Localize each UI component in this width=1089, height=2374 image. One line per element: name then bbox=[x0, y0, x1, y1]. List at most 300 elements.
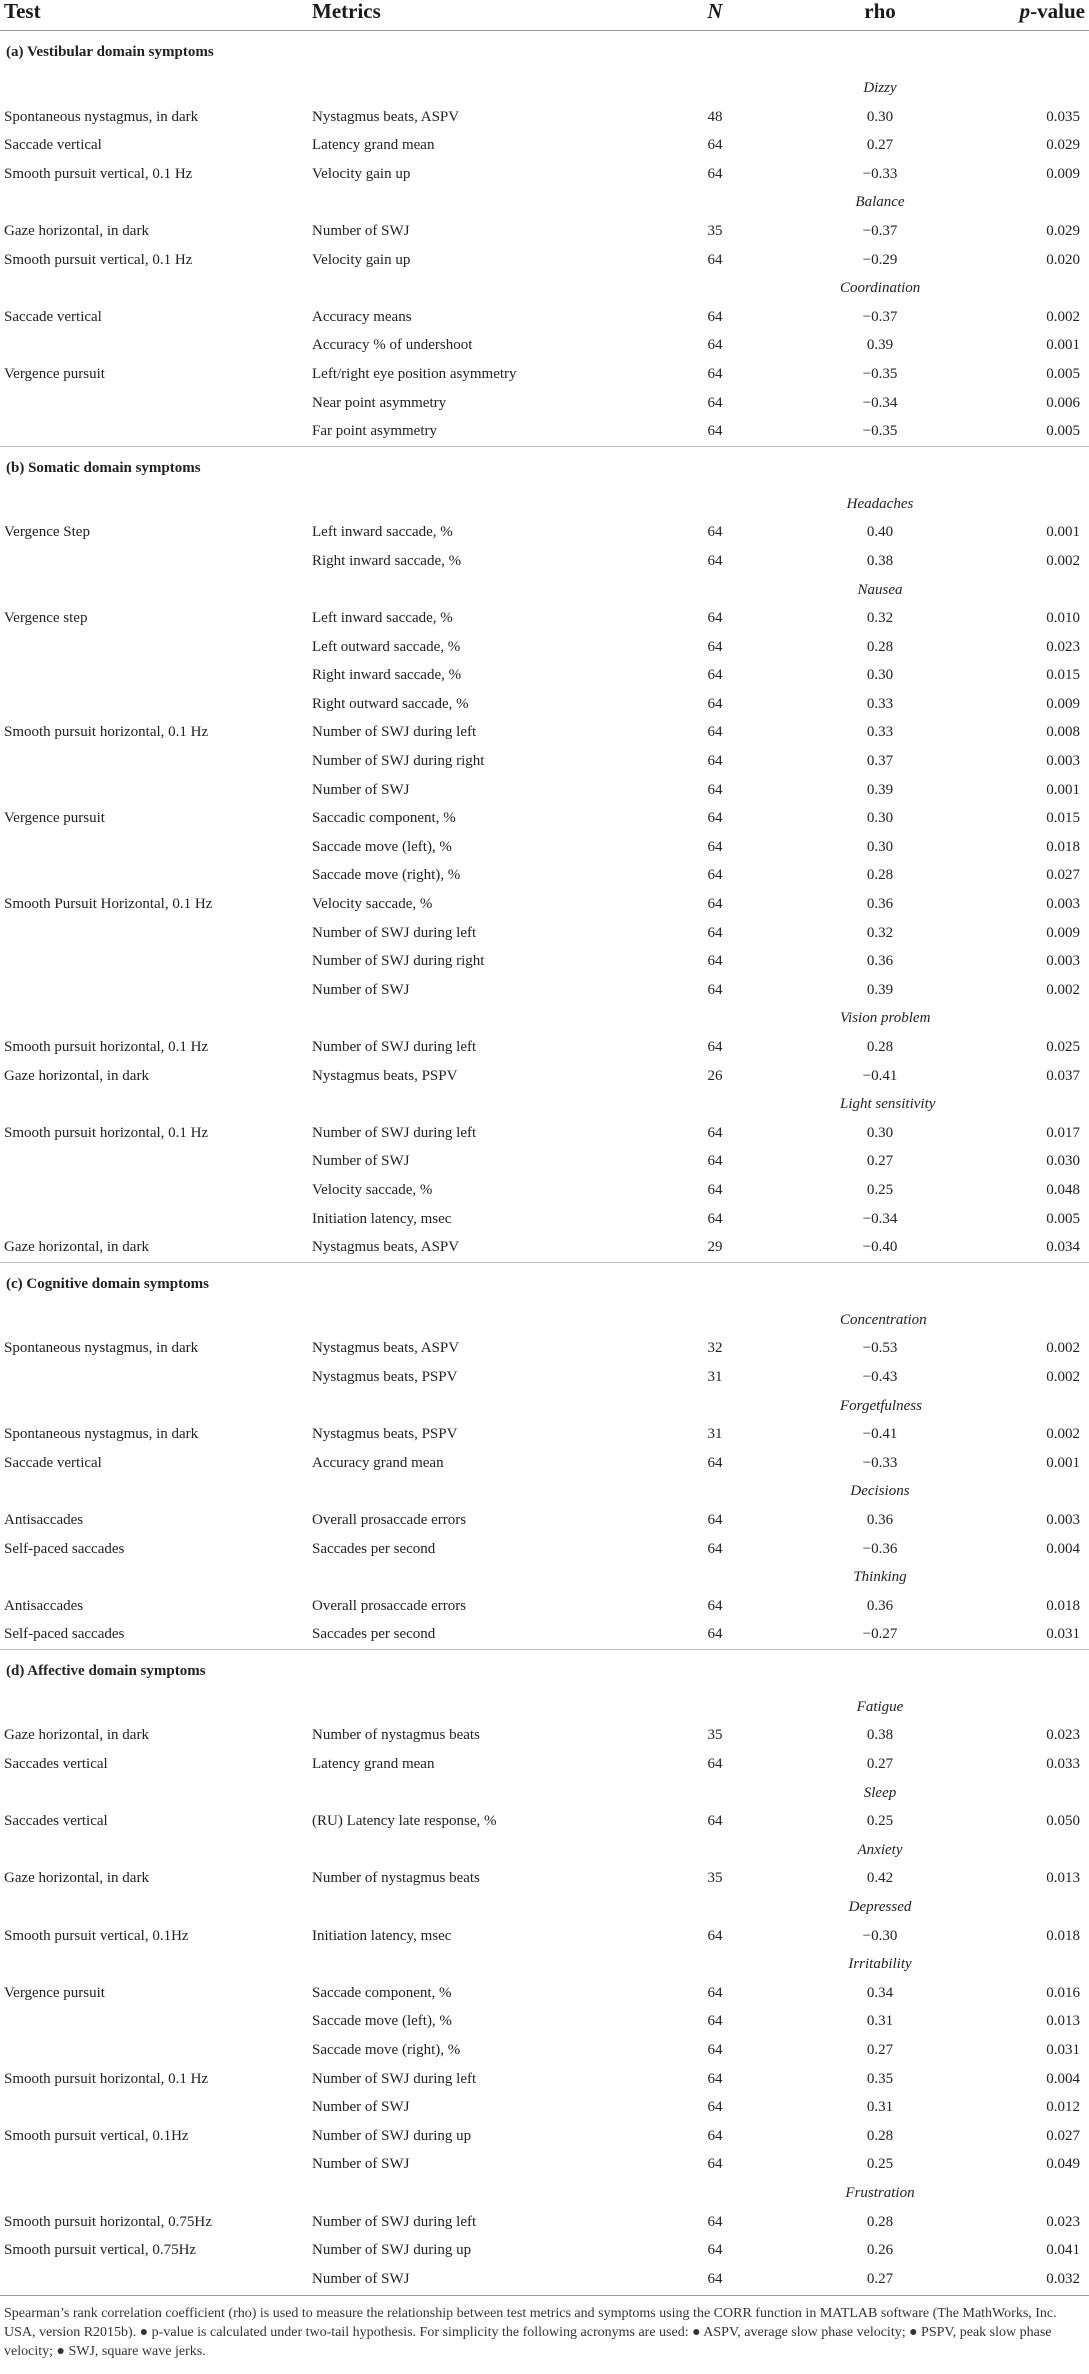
table-row bbox=[0, 303, 1089, 332]
cell-n: 64 bbox=[707, 365, 723, 382]
cell-metric: Number of SWJ during left bbox=[312, 2213, 477, 2230]
cell-p-value: 0.018 bbox=[1046, 1927, 1080, 1944]
table-row bbox=[0, 1033, 1089, 1062]
cell-n: 64 bbox=[707, 1813, 723, 1830]
header-test: Test bbox=[4, 0, 41, 23]
header-p-value bbox=[1000, 0, 1085, 22]
cell-p-value: 0.013 bbox=[1046, 2013, 1080, 2030]
table-row bbox=[0, 690, 1089, 719]
cell-n: 64 bbox=[707, 165, 723, 182]
cell-rho: 0.27 bbox=[866, 2270, 894, 2287]
section-heading bbox=[0, 1650, 1089, 1693]
symptom-row bbox=[0, 1392, 1089, 1421]
table-row bbox=[0, 1119, 1089, 1148]
table-row bbox=[0, 1363, 1089, 1392]
table-row bbox=[0, 1721, 1089, 1750]
cell-n: 29 bbox=[707, 1239, 723, 1256]
symptom-row bbox=[0, 1779, 1089, 1808]
table-row bbox=[0, 1334, 1089, 1363]
cell-n: 64 bbox=[707, 610, 723, 627]
cell-n: 64 bbox=[707, 1597, 723, 1614]
table-row bbox=[0, 518, 1089, 547]
cell-n: 64 bbox=[707, 2070, 723, 2087]
cell-test: Vergence pursuit bbox=[4, 810, 105, 827]
table-row bbox=[0, 1535, 1089, 1564]
symptom-label: Headaches bbox=[846, 495, 914, 512]
cell-p-value: 0.031 bbox=[1046, 1626, 1080, 1643]
table-row bbox=[0, 1750, 1089, 1779]
cell-metric: Right outward saccade, % bbox=[312, 695, 469, 712]
cell-rho: 0.36 bbox=[866, 1511, 894, 1528]
cell-p-value: 0.050 bbox=[1046, 1813, 1080, 1830]
table-row bbox=[0, 1449, 1089, 1478]
cell-metric: Number of SWJ bbox=[312, 2099, 410, 2116]
cell-rho: 0.27 bbox=[866, 1756, 894, 1773]
section-heading bbox=[0, 31, 1089, 74]
cell-rho: 0.27 bbox=[866, 1153, 894, 1170]
cell-rho: 0.28 bbox=[866, 1039, 894, 1055]
symptom-label: Thinking bbox=[853, 1569, 907, 1586]
table-row bbox=[0, 1620, 1089, 1649]
cell-n: 64 bbox=[707, 810, 723, 827]
cell-p-value: 0.023 bbox=[1046, 2213, 1080, 2230]
cell-p-value: 0.020 bbox=[1046, 251, 1080, 268]
cell-metric: Nystagmus beats, PSPV bbox=[312, 1368, 458, 1385]
cell-p-value: 0.001 bbox=[1046, 1454, 1080, 1471]
cell-rho: 0.36 bbox=[866, 896, 894, 913]
cell-p-value: 0.012 bbox=[1046, 2099, 1080, 2116]
symptom-label: Irritability bbox=[848, 1956, 912, 1973]
symptom-label: Coordination bbox=[840, 280, 921, 297]
cell-rho: 0.25 bbox=[866, 1181, 894, 1198]
cell-metric: Accuracy means bbox=[312, 308, 412, 325]
cell-p-value: 0.033 bbox=[1046, 1756, 1080, 1773]
table-row bbox=[0, 2122, 1089, 2151]
table-row bbox=[0, 1205, 1089, 1234]
table-body bbox=[0, 31, 1089, 2293]
table-row bbox=[0, 2150, 1089, 2179]
cell-metric: Number of SWJ during right bbox=[312, 753, 485, 770]
table-row bbox=[0, 1506, 1089, 1535]
symptom-label: Sleep bbox=[863, 1784, 897, 1801]
cell-n: 64 bbox=[707, 2242, 723, 2259]
cell-rho: 0.39 bbox=[866, 337, 894, 354]
cell-n: 32 bbox=[707, 1340, 723, 1357]
cell-rho: −0.30 bbox=[862, 1927, 898, 1944]
cell-p-value: 0.048 bbox=[1046, 1181, 1080, 1198]
cell-n: 64 bbox=[707, 1210, 723, 1227]
table-row bbox=[0, 1807, 1089, 1836]
cell-p-value: 0.003 bbox=[1046, 1511, 1080, 1528]
cell-test: Self-paced saccades bbox=[4, 1626, 125, 1643]
table-row bbox=[0, 633, 1089, 662]
symptom-row bbox=[0, 188, 1089, 217]
cell-rho: 0.38 bbox=[866, 1727, 894, 1744]
symptom-label: Dizzy bbox=[863, 80, 897, 96]
cell-metric: Number of SWJ during left bbox=[312, 724, 477, 741]
symptom-row bbox=[0, 274, 1089, 303]
cell-metric: Velocity gain up bbox=[312, 251, 411, 268]
cell-rho: 0.33 bbox=[866, 724, 894, 741]
cell-metric: Latency grand mean bbox=[312, 137, 435, 154]
section-title: (a) Vestibular domain symptoms bbox=[6, 44, 214, 60]
cell-n: 64 bbox=[707, 753, 723, 770]
cell-rho: 0.35 bbox=[866, 2070, 894, 2087]
cell-rho: 0.38 bbox=[866, 552, 894, 569]
cell-n: 64 bbox=[707, 638, 723, 655]
cell-rho: 0.37 bbox=[866, 753, 894, 770]
cell-metric: Overall prosaccade errors bbox=[312, 1511, 467, 1528]
cell-metric: Velocity gain up bbox=[312, 165, 411, 182]
cell-test: Vergence Step bbox=[4, 524, 90, 541]
table-row bbox=[0, 861, 1089, 890]
cell-metric: Number of nystagmus beats bbox=[312, 1727, 480, 1744]
cell-rho: −0.43 bbox=[862, 1368, 898, 1385]
symptom-row bbox=[0, 1836, 1089, 1865]
cell-metric: Overall prosaccade errors bbox=[312, 1597, 467, 1614]
cell-rho: 0.26 bbox=[866, 2242, 894, 2259]
cell-p-value: 0.018 bbox=[1046, 1597, 1080, 1614]
symptom-label: Frustration bbox=[845, 2184, 915, 2201]
cell-test: Smooth Pursuit Horizontal, 0.1 Hz bbox=[4, 896, 213, 913]
cell-metric: Latency grand mean bbox=[312, 1756, 435, 1773]
cell-rho: 0.28 bbox=[866, 638, 894, 655]
cell-test: Smooth pursuit vertical, 0.1 Hz bbox=[4, 251, 193, 268]
cell-rho: 0.27 bbox=[866, 137, 894, 154]
cell-metric: Saccade move (right), % bbox=[312, 2042, 461, 2058]
cell-n: 64 bbox=[707, 838, 723, 855]
header-rho: rho bbox=[864, 0, 896, 23]
cell-metric: Left outward saccade, % bbox=[312, 638, 461, 655]
cell-n: 64 bbox=[707, 394, 723, 411]
cell-n: 64 bbox=[707, 2213, 723, 2230]
table-row bbox=[0, 1176, 1089, 1205]
symptom-row bbox=[0, 74, 1089, 103]
symptom-label: Concentration bbox=[840, 1311, 927, 1328]
cell-p-value: 0.018 bbox=[1046, 838, 1080, 855]
cell-metric: (RU) Latency late response, % bbox=[312, 1813, 497, 1830]
cell-n: 64 bbox=[707, 667, 723, 684]
cell-metric: Left/right eye position asymmetry bbox=[312, 365, 517, 382]
cell-p-value: 0.003 bbox=[1046, 753, 1080, 770]
table-row bbox=[0, 776, 1089, 805]
cell-test: Gaze horizontal, in dark bbox=[4, 1727, 149, 1744]
cell-n: 64 bbox=[707, 2013, 723, 2030]
table-row bbox=[0, 417, 1089, 446]
cell-rho: 0.25 bbox=[866, 2156, 894, 2173]
section-title: (c) Cognitive domain symptoms bbox=[6, 1275, 209, 1292]
cell-p-value: 0.029 bbox=[1046, 137, 1080, 154]
cell-test: Smooth pursuit horizontal, 0.1 Hz bbox=[4, 2070, 209, 2087]
cell-n: 35 bbox=[707, 1727, 723, 1744]
cell-n: 64 bbox=[707, 1153, 723, 1170]
cell-p-value: 0.030 bbox=[1046, 1153, 1080, 1170]
cell-rho: 0.30 bbox=[866, 108, 894, 125]
symptom-label: Anxiety bbox=[857, 1841, 903, 1858]
table-row bbox=[0, 661, 1089, 690]
cell-rho: 0.39 bbox=[866, 981, 894, 998]
cell-p-value: 0.025 bbox=[1046, 1039, 1080, 1055]
cell-rho: −0.37 bbox=[862, 222, 898, 239]
symptom-label: Vision problem bbox=[840, 1010, 931, 1027]
cell-n: 64 bbox=[707, 2042, 723, 2058]
cell-rho: 0.25 bbox=[866, 1813, 894, 1830]
cell-metric: Number of SWJ bbox=[312, 222, 410, 239]
cell-test: Gaze horizontal, in dark bbox=[4, 1067, 149, 1084]
header-metrics: Metrics bbox=[312, 0, 381, 23]
cell-rho: 0.28 bbox=[866, 867, 894, 884]
cell-rho: 0.32 bbox=[866, 610, 894, 627]
table-row bbox=[0, 718, 1089, 747]
cell-test: Self-paced saccades bbox=[4, 1540, 125, 1557]
table-row bbox=[0, 360, 1089, 389]
cell-metric: Nystagmus beats, ASPV bbox=[312, 108, 460, 125]
table-row bbox=[0, 160, 1089, 189]
cell-n: 64 bbox=[707, 924, 723, 941]
cell-test: Saccade vertical bbox=[4, 137, 102, 154]
table-footnote: Spearman’s rank correlation coefficient (rho) is used to measure the relationship between test metrics and symptoms using the CORR function in MATLAB software (The MathWorks, Inc. USA, version R2015b). ● p-value is calculated under two-tail hypothesis. For simplicity the following acronyms are used: ● ASPV, average slow phase velocity; ● PSPV, peak slow phase velocity; ● SWJ, square wave jerks. bbox=[4, 2306, 1057, 2360]
symptom-row bbox=[0, 1950, 1089, 1979]
cell-rho: 0.36 bbox=[866, 953, 894, 970]
cell-metric: Right inward saccade, % bbox=[312, 552, 462, 569]
symptom-label: Light sensitivity bbox=[840, 1096, 936, 1113]
table-header bbox=[0, 0, 1089, 31]
cell-p-value: 0.001 bbox=[1046, 524, 1080, 541]
cell-metric: Number of SWJ during up bbox=[312, 2242, 472, 2259]
cell-test: Vergence pursuit bbox=[4, 1984, 105, 2001]
cell-rho: 0.32 bbox=[866, 924, 894, 941]
cell-rho: −0.33 bbox=[862, 1454, 898, 1471]
cell-metric: Number of SWJ during left bbox=[312, 1124, 477, 1141]
table-row bbox=[0, 833, 1089, 862]
cell-n: 26 bbox=[707, 1067, 723, 1084]
table-row bbox=[0, 804, 1089, 833]
cell-rho: 0.28 bbox=[866, 2127, 894, 2144]
cell-metric: Nystagmus beats, ASPV bbox=[312, 1340, 460, 1357]
section-heading bbox=[0, 447, 1089, 490]
cell-n: 31 bbox=[707, 1368, 723, 1385]
cell-n: 64 bbox=[707, 2127, 723, 2144]
table-row bbox=[0, 1592, 1089, 1621]
table-row bbox=[0, 919, 1089, 948]
cell-p-value: 0.015 bbox=[1046, 667, 1080, 684]
cell-p-value: 0.015 bbox=[1046, 810, 1080, 827]
table-row bbox=[0, 1922, 1089, 1951]
cell-n: 64 bbox=[707, 2270, 723, 2287]
cell-n: 64 bbox=[707, 1756, 723, 1773]
cell-test: Smooth pursuit vertical, 0.1Hz bbox=[4, 2127, 189, 2144]
symptom-row bbox=[0, 1693, 1089, 1722]
cell-n: 64 bbox=[707, 1540, 723, 1557]
cell-p-value: 0.002 bbox=[1046, 552, 1080, 569]
cell-n: 64 bbox=[707, 137, 723, 154]
cell-n: 64 bbox=[707, 1626, 723, 1643]
cell-p-value: 0.001 bbox=[1046, 337, 1080, 354]
cell-n: 64 bbox=[707, 2099, 723, 2116]
cell-test: Gaze horizontal, in dark bbox=[4, 1870, 149, 1887]
symptom-row bbox=[0, 2179, 1089, 2208]
cell-n: 64 bbox=[707, 251, 723, 268]
cell-p-value: 0.035 bbox=[1046, 108, 1080, 125]
cell-test: Gaze horizontal, in dark bbox=[4, 1239, 149, 1256]
cell-n: 64 bbox=[707, 337, 723, 354]
cell-test: Smooth pursuit vertical, 0.1 Hz bbox=[4, 165, 193, 182]
cell-p-value: 0.027 bbox=[1046, 2127, 1080, 2144]
cell-metric: Velocity saccade, % bbox=[312, 896, 433, 913]
cell-metric: Velocity saccade, % bbox=[312, 1181, 433, 1198]
cell-n: 64 bbox=[707, 552, 723, 569]
table-row bbox=[0, 389, 1089, 418]
cell-n: 64 bbox=[707, 1984, 723, 2001]
cell-p-value: 0.002 bbox=[1046, 308, 1080, 325]
cell-n: 35 bbox=[707, 1870, 723, 1887]
cell-test: Spontaneous nystagmus, in dark bbox=[4, 1340, 199, 1357]
symptom-label: Fatigue bbox=[856, 1698, 904, 1715]
cell-metric: Saccades per second bbox=[312, 1626, 436, 1643]
symptom-label: Depressed bbox=[848, 1899, 912, 1916]
table-row bbox=[0, 103, 1089, 132]
cell-rho: 0.42 bbox=[866, 1870, 894, 1887]
cell-rho: −0.29 bbox=[862, 251, 898, 268]
cell-test: Vergence step bbox=[4, 610, 88, 627]
table-row bbox=[0, 1147, 1089, 1176]
table-row bbox=[0, 1864, 1089, 1893]
cell-p-value: 0.032 bbox=[1046, 2270, 1080, 2287]
cell-p-value: 0.023 bbox=[1046, 638, 1080, 655]
cell-p-value: 0.041 bbox=[1046, 2242, 1080, 2259]
cell-rho: −0.53 bbox=[862, 1340, 898, 1357]
table-row bbox=[0, 2065, 1089, 2094]
cell-test: Smooth pursuit vertical, 0.75Hz bbox=[4, 2242, 197, 2259]
cell-metric: Number of SWJ during right bbox=[312, 953, 485, 970]
table-row bbox=[0, 1420, 1089, 1449]
cell-p-value: 0.002 bbox=[1046, 1426, 1080, 1443]
symptom-label: Forgetfulness bbox=[840, 1397, 922, 1414]
cell-metric: Left inward saccade, % bbox=[312, 610, 453, 627]
cell-metric: Accuracy grand mean bbox=[312, 1454, 444, 1471]
header-p-suffix: -value bbox=[1030, 0, 1085, 23]
cell-p-value: 0.005 bbox=[1046, 365, 1080, 382]
cell-n: 64 bbox=[707, 1511, 723, 1528]
cell-p-value: 0.009 bbox=[1046, 165, 1080, 182]
cell-test: Smooth pursuit horizontal, 0.1 Hz bbox=[4, 724, 209, 741]
cell-test: Spontaneous nystagmus, in dark bbox=[4, 1426, 199, 1443]
cell-metric: Nystagmus beats, PSPV bbox=[312, 1426, 458, 1443]
cell-n: 64 bbox=[707, 423, 723, 440]
cell-rho: −0.36 bbox=[862, 1540, 898, 1557]
cell-metric: Nystagmus beats, PSPV bbox=[312, 1067, 458, 1084]
cell-p-value: 0.002 bbox=[1046, 1368, 1080, 1385]
cell-metric: Saccades per second bbox=[312, 1540, 436, 1557]
table-row bbox=[0, 1233, 1089, 1262]
table-row bbox=[0, 747, 1089, 776]
cell-rho: −0.27 bbox=[862, 1626, 898, 1643]
cell-rho: −0.34 bbox=[862, 394, 898, 411]
cell-metric: Number of SWJ bbox=[312, 1153, 410, 1170]
cell-rho: −0.34 bbox=[862, 1210, 898, 1227]
cell-test: Gaze horizontal, in dark bbox=[4, 222, 149, 239]
symptom-row bbox=[0, 1004, 1089, 1033]
cell-rho: −0.35 bbox=[862, 365, 898, 382]
cell-test: Spontaneous nystagmus, in dark bbox=[4, 108, 199, 125]
cell-p-value: 0.005 bbox=[1046, 1210, 1080, 1227]
cell-p-value: 0.016 bbox=[1046, 1984, 1080, 2001]
cell-n: 64 bbox=[707, 524, 723, 541]
cell-metric: Number of SWJ bbox=[312, 2270, 410, 2287]
table-row bbox=[0, 2265, 1089, 2294]
symptom-label: Balance bbox=[855, 194, 905, 211]
symptom-row bbox=[0, 490, 1089, 519]
cell-p-value: 0.009 bbox=[1046, 695, 1080, 712]
cell-metric: Number of SWJ during left bbox=[312, 924, 477, 941]
cell-metric: Saccade move (left), % bbox=[312, 838, 452, 855]
cell-metric: Accuracy % of undershoot bbox=[312, 337, 473, 354]
cell-test: Smooth pursuit horizontal, 0.1 Hz bbox=[4, 1039, 209, 1055]
cell-p-value: 0.004 bbox=[1046, 1540, 1080, 1557]
cell-p-value: 0.017 bbox=[1046, 1124, 1080, 1141]
table-row bbox=[0, 604, 1089, 633]
cell-metric: Number of SWJ bbox=[312, 2156, 410, 2173]
cell-p-value: 0.009 bbox=[1046, 924, 1080, 941]
symptom-row bbox=[0, 1090, 1089, 1119]
cell-p-value: 0.031 bbox=[1046, 2042, 1080, 2058]
table-row bbox=[0, 2036, 1089, 2065]
table-row bbox=[0, 947, 1089, 976]
cell-metric: Initiation latency, msec bbox=[312, 1210, 452, 1227]
table-row bbox=[0, 2208, 1089, 2237]
symptom-row bbox=[0, 1563, 1089, 1592]
cell-rho: 0.34 bbox=[866, 1984, 894, 2001]
cell-rho: 0.30 bbox=[866, 838, 894, 855]
cell-rho: 0.31 bbox=[866, 2099, 894, 2116]
cell-rho: 0.36 bbox=[866, 1597, 894, 1614]
cell-n: 64 bbox=[707, 1927, 723, 1944]
cell-metric: Saccade move (left), % bbox=[312, 2013, 452, 2030]
cell-p-value: 0.013 bbox=[1046, 1870, 1080, 1887]
cell-metric: Saccadic component, % bbox=[312, 810, 456, 827]
cell-n: 64 bbox=[707, 308, 723, 325]
cell-rho: −0.35 bbox=[862, 423, 898, 440]
table-row bbox=[0, 1062, 1089, 1091]
cell-p-value: 0.027 bbox=[1046, 867, 1080, 884]
cell-p-value: 0.002 bbox=[1046, 981, 1080, 998]
cell-metric: Number of SWJ bbox=[312, 781, 410, 798]
cell-test: Saccades vertical bbox=[4, 1756, 108, 1773]
cell-rho: 0.39 bbox=[866, 781, 894, 798]
cell-n: 64 bbox=[707, 695, 723, 712]
section-heading bbox=[0, 1263, 1089, 1306]
cell-p-value: 0.049 bbox=[1046, 2156, 1080, 2173]
cell-p-value: 0.003 bbox=[1046, 896, 1080, 913]
cell-p-value: 0.006 bbox=[1046, 394, 1080, 411]
table-row bbox=[0, 331, 1089, 360]
table-row bbox=[0, 217, 1089, 246]
cell-test: Smooth pursuit horizontal, 0.1 Hz bbox=[4, 1124, 209, 1141]
table-row bbox=[0, 890, 1089, 919]
cell-rho: 0.30 bbox=[866, 1124, 894, 1141]
cell-rho: −0.40 bbox=[862, 1239, 898, 1256]
table-row bbox=[0, 547, 1089, 576]
table-row bbox=[0, 2093, 1089, 2122]
cell-n: 64 bbox=[707, 896, 723, 913]
cell-n: 64 bbox=[707, 781, 723, 798]
cell-metric: Nystagmus beats, ASPV bbox=[312, 1239, 460, 1256]
symptom-label: Decisions bbox=[850, 1483, 910, 1500]
cell-n: 64 bbox=[707, 1454, 723, 1471]
cell-rho: 0.31 bbox=[866, 2013, 894, 2030]
cell-p-value: 0.004 bbox=[1046, 2070, 1080, 2087]
cell-rho: 0.30 bbox=[866, 667, 894, 684]
